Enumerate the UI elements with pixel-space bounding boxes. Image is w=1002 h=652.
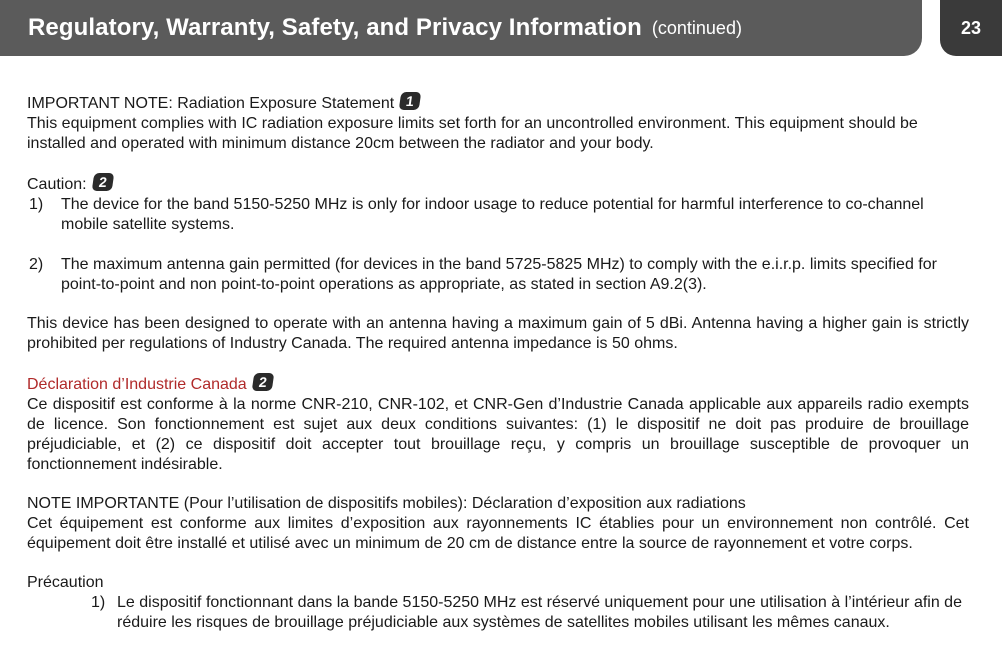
page-title: Regulatory, Warranty, Safety, and Privacy Information — [28, 14, 642, 41]
list-number: 1) — [91, 594, 106, 611]
section-heading — [27, 173, 969, 195]
list-text: Le dispositif fonctionnant dans la bande 5150-5250 MHz est réservé uniquement pour une utilisation à l’intérieur afin de réduire les risques de brouillage préjudiciable aux systèmes de satellites mobiles utilisant les mêmes canaux. — [117, 594, 962, 631]
list-spacer — [29, 235, 969, 255]
heading-text: Déclaration d’Industrie Canada — [27, 376, 247, 393]
precaution-list — [27, 593, 969, 633]
list-text: The device for the band 5150-5250 MHz is only for indoor usage to reduce potential for harmful interference to co-channel mobile satellite systems. — [61, 196, 924, 233]
heading-text: Caution: — [27, 176, 87, 193]
reference-marker: 1 — [399, 92, 422, 110]
reference-marker: 2 — [91, 173, 114, 191]
section-heading — [27, 92, 969, 114]
section-declaration — [27, 373, 969, 475]
section-body: Ce dispositif est conforme à la norme CNR-210, CNR-102, et CNR-Gen d’Industrie Canada applicable aux appareils radio exempts de licence. Son fonctionnement est sujet aux deux conditions suivantes: (1) le dispositif ne doit pas produire de brouillage préjudiciable, et (2) ce dispositif doit accepter tout brouillage reçu, y compris un brouillage susceptible de provoquer un fonctionnement indésirable. — [27, 396, 969, 473]
reference-marker: 2 — [251, 373, 274, 391]
list-text: The maximum antenna gain permitted (for devices in the band 5725-5825 MHz) to comply with the e.i.r.p. limits specified for point-to-point and non point-to-point operations as appropriate, as stated in section A9.2(3). — [61, 256, 937, 293]
list-item — [91, 593, 969, 633]
section-heading — [27, 373, 969, 395]
section-body: Cet équipement est conforme aux limites d’exposition aux rayonnements IC établies pour un environnement non contrôlé. Cet équipement doit être installé et utilisé avec un minimum de 20 cm de distance entre la source de rayonnement et votre corps. — [27, 515, 969, 552]
section-body: This equipment complies with IC radiation exposure limits set forth for an uncontrolled environment. This equipment should be installed and operated with minimum distance 20cm between the radiator and your body. — [27, 115, 918, 152]
list-item — [29, 195, 969, 235]
list-item — [29, 255, 969, 295]
heading-text: IMPORTANT NOTE: Radiation Exposure Statement — [27, 95, 395, 112]
caution-list — [27, 195, 969, 295]
header-bar — [0, 0, 922, 56]
list-number: 2) — [29, 256, 44, 273]
list-number: 1) — [29, 196, 44, 213]
section-heading: NOTE IMPORTANTE (Pour l’utilisation de dispositifs mobiles): Déclaration d’exposition aux radiations — [27, 495, 746, 512]
section-note-fr — [27, 494, 969, 554]
document-body — [27, 92, 969, 652]
section-caution — [27, 173, 969, 295]
section-precaution — [27, 573, 969, 633]
section-antenna — [27, 314, 969, 354]
page-number-badge: 23 — [940, 0, 1002, 56]
section-body: This device has been designed to operate with an antenna having a maximum gain of 5 dBi. Antenna having a higher gain is strictly prohibited per regulations of Industry Canada. The required antenna impedance is 50 ohms. — [27, 315, 969, 352]
section-heading: Précaution — [27, 574, 104, 591]
page-subtitle: (continued) — [651, 17, 742, 38]
section-radiation — [27, 92, 969, 154]
